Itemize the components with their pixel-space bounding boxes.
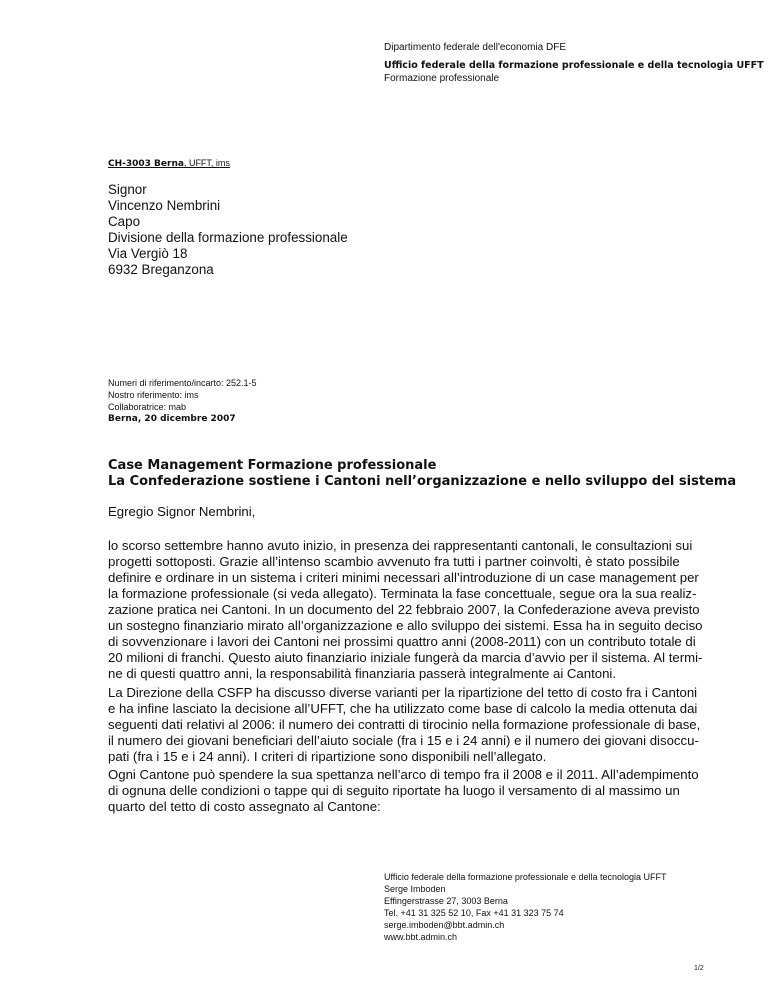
department-name: Dipartimento federale dell'economia DFE: [384, 42, 566, 53]
paragraph-line: un sostegno finanziario mirato all’organizzazione e allo sviluppo dei sistemi. Essa ha in seguito deciso: [108, 618, 703, 633]
paragraph-line: la formazione professionale (si veda allegato). Terminata la fase concettuale, segue ora la sua realiz-: [108, 586, 697, 601]
sender-place: CH-3003 Berna: [108, 159, 184, 169]
paragraph-line: zazione pratica nei Cantoni. In un documento del 22 febbraio 2007, la Confederazione aveva previsto: [108, 602, 700, 617]
paragraph-line: La Direzione della CSFP ha discusso diverse varianti per la ripartizione del tetto di costo fra i Cantoni: [108, 685, 698, 700]
paragraph-line: seguenti dati relativi al 2006: il numero dei contratti di tirocinio nella formazione professionale di base,: [108, 717, 701, 732]
paragraph-line: ne di questi quattro anni, la responsabilità finanziaria passerà integralmente ai Cantoni.: [108, 666, 617, 681]
recipient-line: Vincenzo Nembrini: [108, 198, 221, 213]
paragraph-2: [108, 685, 700, 765]
office-name: Ufficio federale della formazione professionale e della tecnologia UFFT: [384, 60, 764, 71]
letter-date: Berna, 20 dicembre 2007: [108, 414, 236, 424]
paragraph-3: [108, 767, 699, 815]
file-reference: Numeri di riferimento/incarto: 252.1-5: [108, 378, 257, 388]
subject: [108, 458, 736, 490]
footer-website: www.bbt.admin.ch: [384, 932, 458, 942]
paragraph-line: di sovvenzionare i lavori dei Cantoni nei prossimi quattro anni (2008-2011) con un contributo totale di: [108, 634, 696, 649]
recipient-line: 6932 Breganzona: [108, 262, 214, 277]
recipient-line: Signor: [108, 182, 147, 197]
subject-line-1: Case Management Formazione professionale: [108, 458, 437, 473]
footer-phone-fax: Tel. +41 31 325 52 10, Fax +41 31 323 75 74: [384, 908, 564, 918]
paragraph-line: il numero dei giovani beneficiari dell’aiuto sociale (fra i 15 e i 24 anni) e il numero dei giovani disoccu-: [108, 733, 699, 748]
paragraph-line: e ha infine lasciato la decisione all’UFFT, che ha utilizzato come base di calcolo la media ottenuta dai: [108, 701, 698, 716]
references-block: [108, 377, 257, 425]
recipient-line: Via Vergiò 18: [108, 246, 188, 261]
page-number: 1/2: [694, 965, 704, 972]
paragraph-line: 20 milioni di franchi. Questo aiuto finanziario iniziale fungerà da marcia d’avvio per il sistema. Al termi-: [108, 650, 703, 665]
our-reference: Nostro riferimento: ims: [108, 390, 199, 400]
recipient-line: Divisione della formazione professionale: [108, 230, 348, 245]
footer-address: Effingerstrasse 27, 3003 Berna: [384, 896, 508, 906]
paragraph-line: di ognuna delle condizioni o tappe qui di seguito riportate ha luogo il versamento di al massimo un: [108, 783, 680, 798]
collaborator: Collaboratrice: mab: [108, 402, 187, 412]
sender-line: [108, 157, 230, 170]
sender-rest: , UFFT, ims: [183, 158, 230, 168]
salutation: Egregio Signor Nembrini,: [108, 504, 256, 519]
paragraph-line: pati (fra i 15 e i 24 anni). I criteri di ripartizione sono disponibili nell’allegato.: [108, 749, 547, 764]
paragraph-line: progetti sottoposti. Grazie all’intenso scambio avvenuto fra tutti i partner coinvolti, è stato possibile: [108, 554, 680, 569]
paragraph-line: lo scorso settembre hanno avuto inizio, in presenza dei rappresentanti cantonali, le consultazioni sui: [108, 538, 693, 553]
paragraph-1: [108, 538, 703, 682]
paragraph-line: definire e ordinare in un sistema i criteri minimi necessari all’introduzione di un case management per: [108, 570, 699, 585]
footer-name: Serge Imboden: [384, 884, 446, 894]
paragraph-line: quarto del tetto di costo assegnato al Cantone:: [108, 799, 381, 814]
recipient-address: [108, 182, 348, 278]
footer-email: serge.imboden@bbt.admin.ch: [384, 920, 505, 930]
paragraph-line: Ogni Cantone può spendere la sua spettanza nell’arco di tempo fra il 2008 e il 2011. All’adempimento: [108, 767, 699, 782]
footer-office: Ufficio federale della formazione professionale e della tecnologia UFFT: [384, 872, 667, 882]
subject-line-2: La Confederazione sostiene i Cantoni nell’organizzazione e nello sviluppo del sistema: [108, 474, 737, 489]
recipient-line: Capo: [108, 214, 141, 229]
footer-contact: [384, 871, 667, 943]
letterhead: [384, 41, 764, 85]
division-name: Formazione professionale: [384, 73, 500, 84]
